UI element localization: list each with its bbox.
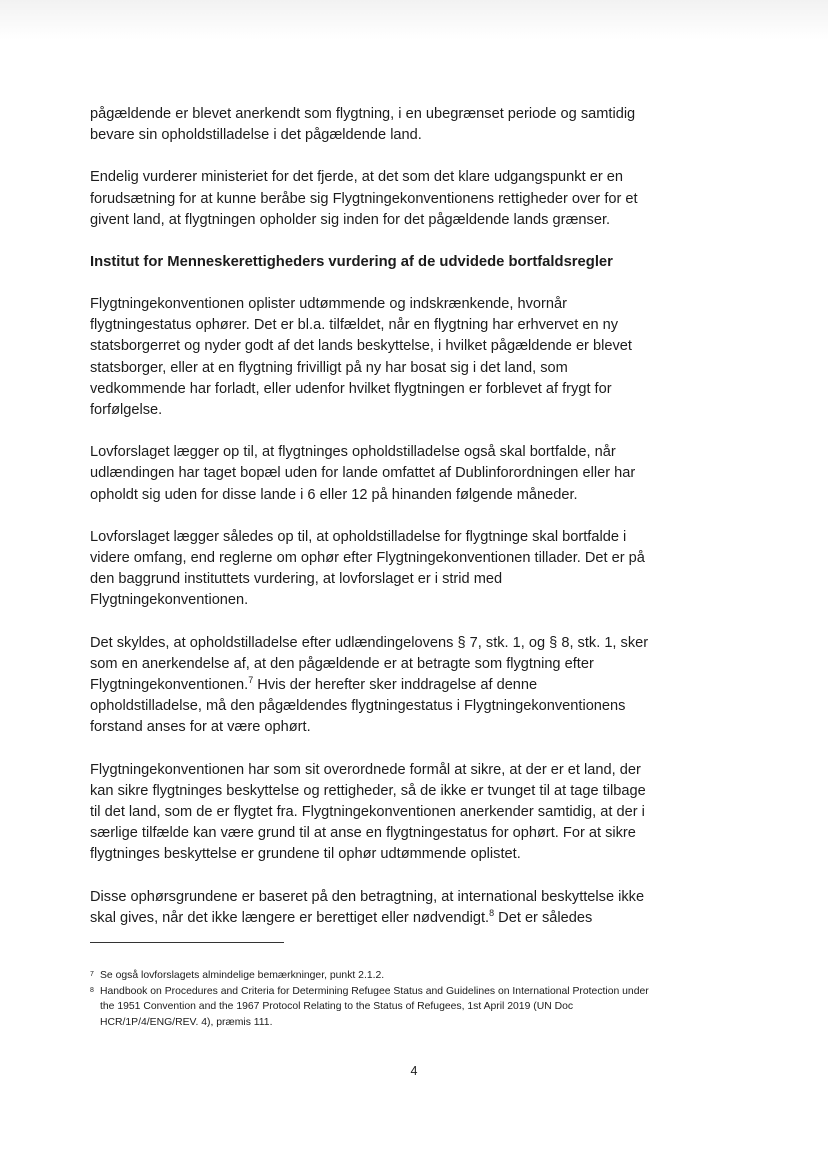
footnote-reference[interactable]: 8 xyxy=(489,908,495,919)
paragraph-institute-assessment: Lovforslaget lægger således op til, at opholdstilladelse for flygtninge skal bortfalde i videre omfang, end reglerne om ophør efter Flygtningekonventionen tillader. Det er på den baggrund instituttets vurdering, at lovforslaget er i strid med Flygtningekonventionen. xyxy=(90,528,645,609)
paragraph-convention-purpose: Flygtningekonventionen har som sit overordnede formål at sikre, at der er et land, der kan sikre flygtninges beskyttelse og rettigheder, så de ikke er tvunget til at tage tilbage til det land, som de er flygtet fra. Flygtningekonventionen anerkender samtidig, at der i særlige tilfælde kan være grund til at anse en flygtningestatus for ophørt. For at sikre flygtninges beskyttelse er grundene til ophør udtømmende oplistet. xyxy=(90,761,646,863)
footnotes xyxy=(90,968,650,1030)
page-number: 4 xyxy=(410,1064,418,1078)
paragraph-text: Det er således xyxy=(494,909,593,926)
section-heading: Institut for Menneskerettigheders vurdering af de udvidede bortfaldsregler xyxy=(90,254,613,271)
footnote-mark: 8 xyxy=(90,986,94,994)
footnote-mark: 7 xyxy=(90,971,94,978)
footnote-text: Handbook on Procedures and Criteria for Determining Refugee Status and Guidelines on International Protection under the 1951 Convention and the 1967 Protocol Relating to the Status of Refugees, 1st April 2019 (UN Doc HCR/1P/4/ENG/REV. 4), præmis 111. xyxy=(100,985,649,1028)
paragraph-text: Det skyldes, at opholdstilladelse efter udlændingelovens § 7, stk. 1, og § 8, stk. 1, sker som en anerkendelse af, at den pågældende er at betragte som flygtning efter Flygtningekonventionen. xyxy=(90,634,649,694)
paragraph-cessation-basis xyxy=(90,887,650,929)
footnote-8 xyxy=(90,984,650,1031)
paragraph-continuation: pågældende er blevet anerkendt som flygtning, i en ubegrænset periode og samtidig bevare sin opholdstilladelse i det pågældende land. xyxy=(90,106,636,144)
paragraph-text: Disse ophørsgrundene er baseret på den betragtning, at international beskyttelse ikke skal gives, når det ikke længere er berettiget eller nødvendigt. xyxy=(90,888,645,926)
footnote-divider xyxy=(90,942,284,943)
paragraph-cessation-grounds: Flygtningekonventionen oplister udtømmende og indskrænkende, hvornår flygtningestatus ophører. Det er bl.a. tilfældet, når en flygtning har erhvervet en ny statsborgerret og nyder godt af det lands beskyttelse, i hvilket pågældende er blevet statsborger, eller at en flygtning frivilligt på ny har bosat sig i det land, som vedkommende har forladt, eller udenfor hvilket flygtningen er forblevet af frygt for forfølgelse. xyxy=(90,296,632,419)
paragraph-bill-proposal: Lovforslaget lægger op til, at flygtninges opholdstilladelse også skal bortfalde, når udlændingen har taget bopæl uden for lande omfattet af Dublinforordningen eller har opholdt sig uden for disse lande i 6 eller 12 på hinanden følgende måneder. xyxy=(90,444,636,503)
paragraph-text: Hvis der herefter sker inddragelse af denne opholdstilladelse, må den pågældendes flygtningestatus i Flygtningekonventionens forstand anses for at være ophørt. xyxy=(90,677,626,736)
footnote-reference[interactable]: 7 xyxy=(248,675,254,686)
footnote-text: Se også lovforslagets almindelige bemærkninger, punkt 2.1.2. xyxy=(100,970,385,981)
paragraph-recognition xyxy=(90,633,650,739)
body-text xyxy=(90,104,650,950)
footnote-7 xyxy=(90,968,650,984)
scan-edge xyxy=(0,0,828,40)
paragraph-fourth-point: Endelig vurderer ministeriet for det fjerde, at det som det klare udgangspunkt er en forudsætning for at kunne beråbe sig Flygtningekonventionens rettigheder over for et givent land, at flygtningen opholder sig inden for det pågældende lands grænser. xyxy=(90,169,638,228)
